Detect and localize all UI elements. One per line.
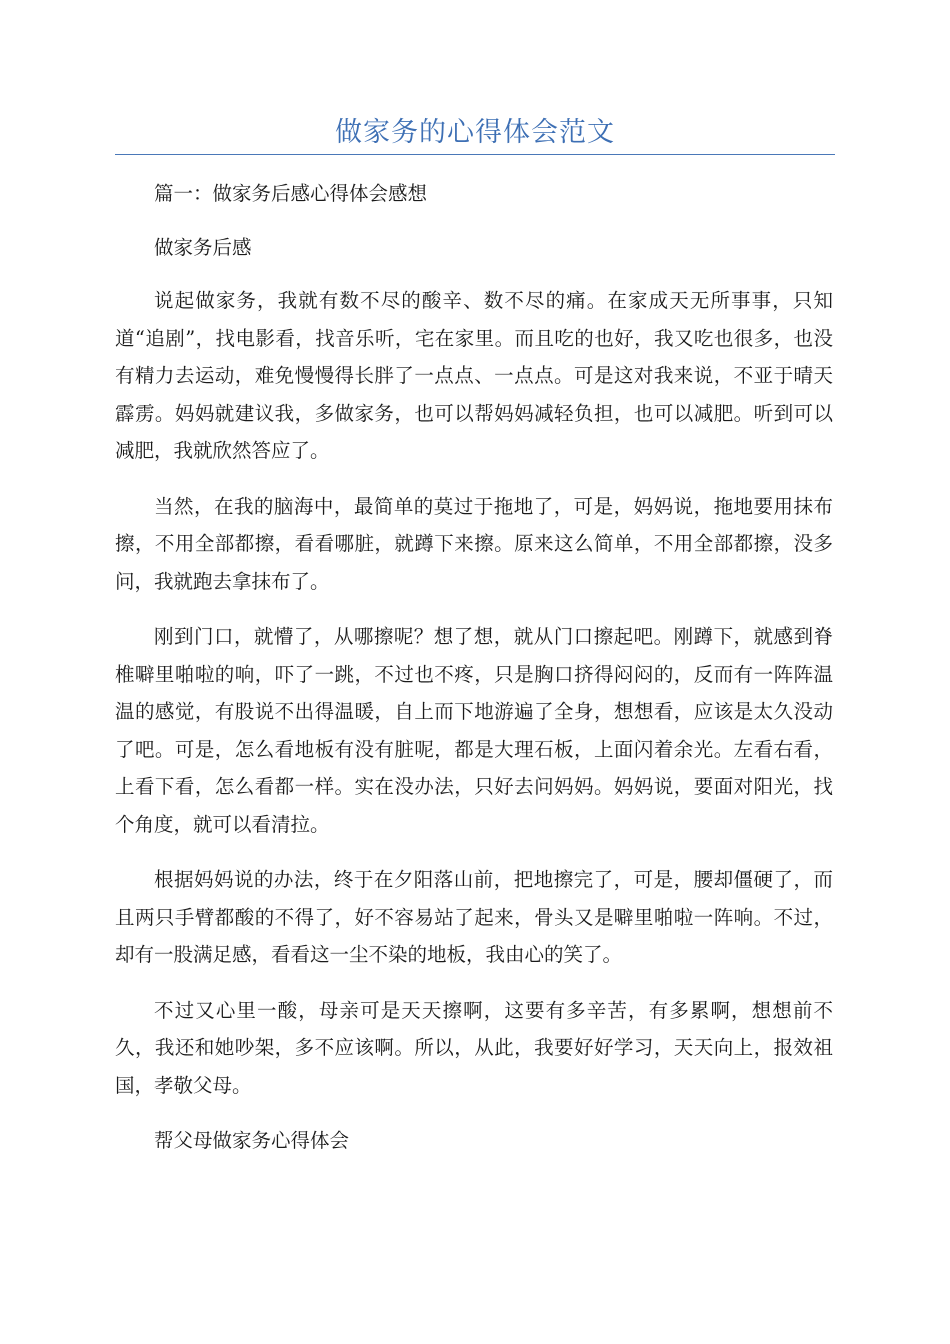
document-body [115, 175, 833, 1176]
section-heading: 篇一：做家务后感心得体会感想 [154, 182, 428, 205]
body-paragraph: 不过又心里一酸，母亲可是天天擦啊，这要有多辛苦，有多累啊，想想前不久，我还和她吵架，多不应该啊。所以，从此，我要好好学习，天天向上，报效祖国，孝敬父母。 [115, 998, 833, 1097]
body-paragraph: 说起做家务，我就有数不尽的酸辛、数不尽的痛。在家成天无所事事，只知道“追剧”，找电影看，找音乐听，宅在家里。而且吃的也好，我又吃也很多，也没有精力去运动，难免慢慢得长胖了一点点、一点点。可是这对我来说，不亚于晴天霹雳。妈妈就建议我，多做家务，也可以帮妈妈减轻负担，也可以减肥。听到可以减肥，我就欣然答应了。 [115, 289, 833, 462]
subsection-heading: 帮父母做家务心得体会 [154, 1129, 350, 1152]
document-title: 做家务的心得体会范文 [335, 117, 615, 148]
title-divider [115, 154, 835, 155]
body-paragraph: 刚到门口，就懵了，从哪擦呢？想了想，就从门口擦起吧。刚蹲下，就感到脊椎噼里啪啦的响，吓了一跳，不过也不疼，只是胸口挤得闷闷的，反而有一阵阵温温的感觉，有股说不出得温暖，自上而下地游遍了全身，想想看，应该是太久没动了吧。可是，怎么看地板有没有脏呢，都是大理石板，上面闪着余光。左看右看，上看下看，怎么看都一样。实在没办法，只好去问妈妈。妈妈说，要面对阳光，找个角度，就可以看清拉。 [115, 625, 833, 836]
subsection-heading: 做家务后感 [154, 235, 252, 259]
body-paragraph: 当然，在我的脑海中，最简单的莫过于拖地了，可是，妈妈说，拖地要用抹布擦，不用全部都擦，看看哪脏，就蹲下来擦。原来这么简单，不用全部都擦，没多问，我就跑去拿抹布了。 [115, 494, 833, 593]
body-paragraph: 根据妈妈说的办法，终于在夕阳落山前，把地擦完了，可是，腰却僵硬了，而且两只手臂都酸的不得了，好不容易站了起来，骨头又是噼里啪啦一阵响。不过，却有一股满足感，看看这一尘不染的地板，我由心的笑了。 [115, 868, 833, 966]
